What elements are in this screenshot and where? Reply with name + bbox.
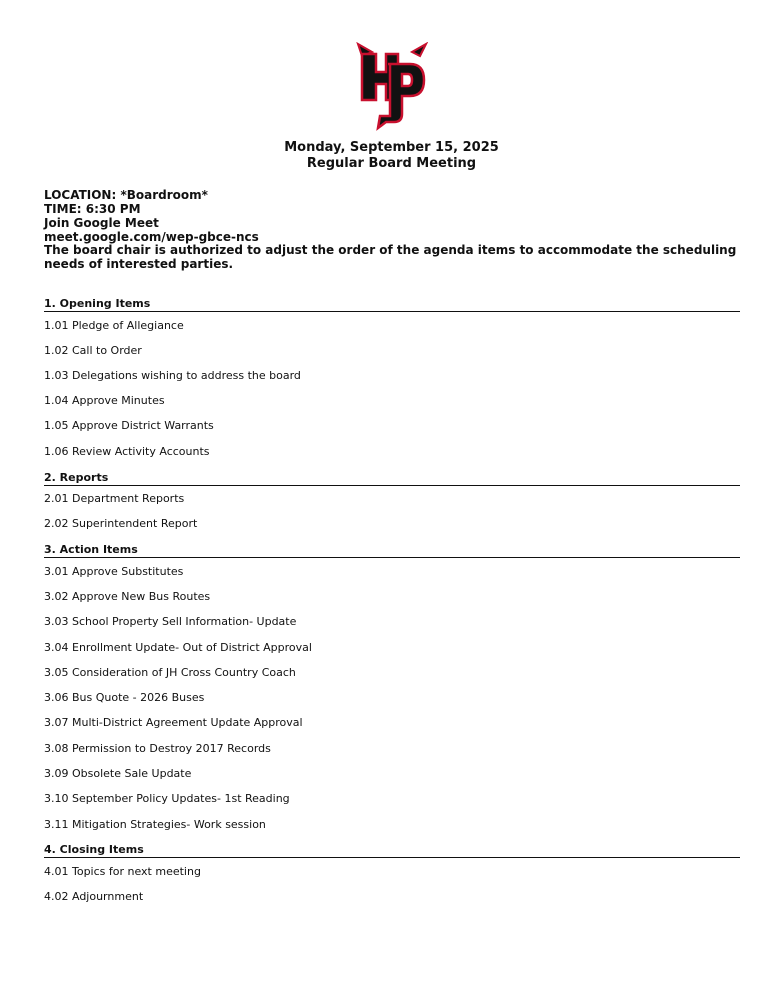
agenda-item: 3.07 Multi-District Agreement Update Approval — [44, 716, 303, 729]
right-horn-icon — [412, 44, 426, 56]
section-title: 4. Closing Items — [44, 843, 740, 858]
board-chair-note: The board chair is authorized to adjust the order of the agenda items to accommodate the scheduling needs of interested parties. — [44, 243, 737, 271]
join-meet-line: Join Google Meet — [44, 216, 159, 230]
agenda-item: 4.02 Adjournment — [44, 890, 144, 903]
time-line: TIME: 6:30 PM — [44, 202, 141, 216]
agenda-item: 3.05 Consideration of JH Cross Country Coach — [44, 666, 296, 679]
agenda-item: 3.02 Approve New Bus Routes — [44, 590, 211, 603]
meet-link[interactable]: meet.google.com/wep-gbce-ncs — [44, 230, 259, 244]
agenda-item: 3.03 School Property Sell Information- Update — [44, 615, 297, 628]
agenda-item: 2.01 Department Reports — [44, 492, 185, 505]
agenda-item: 2.02 Superintendent Report — [44, 517, 198, 530]
hp-logo — [356, 42, 428, 132]
agenda-item: 1.01 Pledge of Allegiance — [44, 319, 184, 332]
agenda-item: 1.06 Review Activity Accounts — [44, 445, 210, 458]
agenda-item: 3.10 September Policy Updates- 1st Reading — [44, 792, 290, 805]
section-title: 3. Action Items — [44, 543, 740, 558]
agenda-item: 3.06 Bus Quote - 2026 Buses — [44, 691, 205, 704]
agenda-item: 3.08 Permission to Destroy 2017 Records — [44, 742, 271, 755]
section-title: 2. Reports — [44, 471, 740, 486]
meeting-date: Monday, September 15, 2025 — [284, 140, 499, 155]
section-title: 1. Opening Items — [44, 297, 740, 312]
agenda-item: 3.04 Enrollment Update- Out of District Approval — [44, 641, 312, 654]
agenda-item: 1.02 Call to Order — [44, 344, 142, 357]
location-line: LOCATION: *Boardroom* — [44, 188, 208, 202]
agenda-item: 3.09 Obsolete Sale Update — [44, 767, 192, 780]
agenda-item: 3.11 Mitigation Strategies- Work session — [44, 818, 266, 831]
agenda-item: 3.01 Approve Substitutes — [44, 565, 184, 578]
agenda-item: 1.03 Delegations wishing to address the board — [44, 369, 301, 382]
agenda-item: 1.05 Approve District Warrants — [44, 419, 214, 432]
meeting-title: Regular Board Meeting — [306, 156, 477, 171]
agenda-item: 1.04 Approve Minutes — [44, 394, 165, 407]
agenda-item: 4.01 Topics for next meeting — [44, 865, 201, 878]
